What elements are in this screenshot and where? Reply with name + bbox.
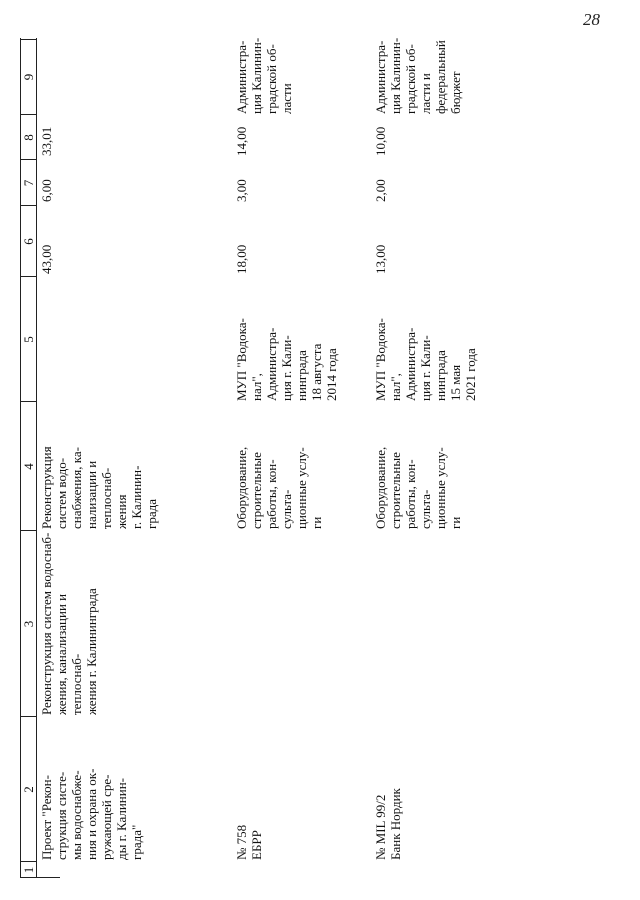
row3-guarantor: Администра- ция Калинин- градской об- ласти и федеральный бюджет: [373, 37, 463, 114]
header-bottom-border: [36, 38, 37, 878]
header-cell-6: 6: [21, 238, 36, 245]
header-cell-5: 5: [21, 336, 36, 343]
row1-col8: 33,01: [39, 126, 54, 156]
row1-description: Реконструкция систем водоснаб- жения, канализации и теплоснаб- жения г. Калининграда: [39, 532, 99, 715]
row1-scope: Реконструкция систем водо- снабжения, ка- нализации и теплоснаб- жения г. Калинин- града: [39, 446, 159, 529]
row2-loan-id: № 758 ЕБРР: [234, 824, 264, 860]
row2-guarantor: Администра- ция Калинин- градской об- ласти: [234, 37, 294, 114]
row2-scope: Оборудование, строительные работы, кон- сульта- ционные услу- ги: [234, 446, 324, 529]
header-cell-1: 1: [21, 866, 36, 874]
header-cell-2: 2: [21, 786, 36, 793]
row3-scope: Оборудование, строительные работы, кон- сульта- ционные услу- ги: [373, 446, 463, 529]
row1-col6: 43,00: [39, 244, 54, 274]
header-cell-7: 7: [21, 179, 36, 187]
row2-col6: 18,00: [234, 244, 249, 274]
row3-col7: 2,00: [373, 179, 388, 202]
row2-col8: 14,00: [234, 126, 249, 156]
page-number: 28: [583, 10, 600, 29]
rotated-table: [20, 38, 620, 878]
row3-loan-id: № МIL 99/2 Банк Нордик: [373, 788, 403, 860]
row2-borrower: МУП "Водока- нал", Администра- ция г. Кали- нинграда 18 августа 2014 года: [234, 318, 339, 401]
row1-col7: 6,00: [39, 179, 54, 202]
row3-borrower: МУП "Водока- нал", Администра- ция г. Кали- нинграда 15 мая 2021 года: [373, 318, 478, 401]
header-cell-8: 8: [21, 134, 36, 141]
row1-project-name: Проект "Рекон- струкция систе- мы водоснабже- ния и охрана ок- ружающей сре- ды г. Калинин- града": [39, 768, 144, 860]
header-cell-4: 4: [21, 463, 36, 470]
row2-col7: 3,00: [234, 179, 249, 202]
header-cell-9: 9: [21, 73, 36, 81]
header-cell-3: 3: [21, 620, 36, 628]
row3-col6: 13,00: [373, 244, 388, 274]
row3-col8: 10,00: [373, 126, 388, 156]
